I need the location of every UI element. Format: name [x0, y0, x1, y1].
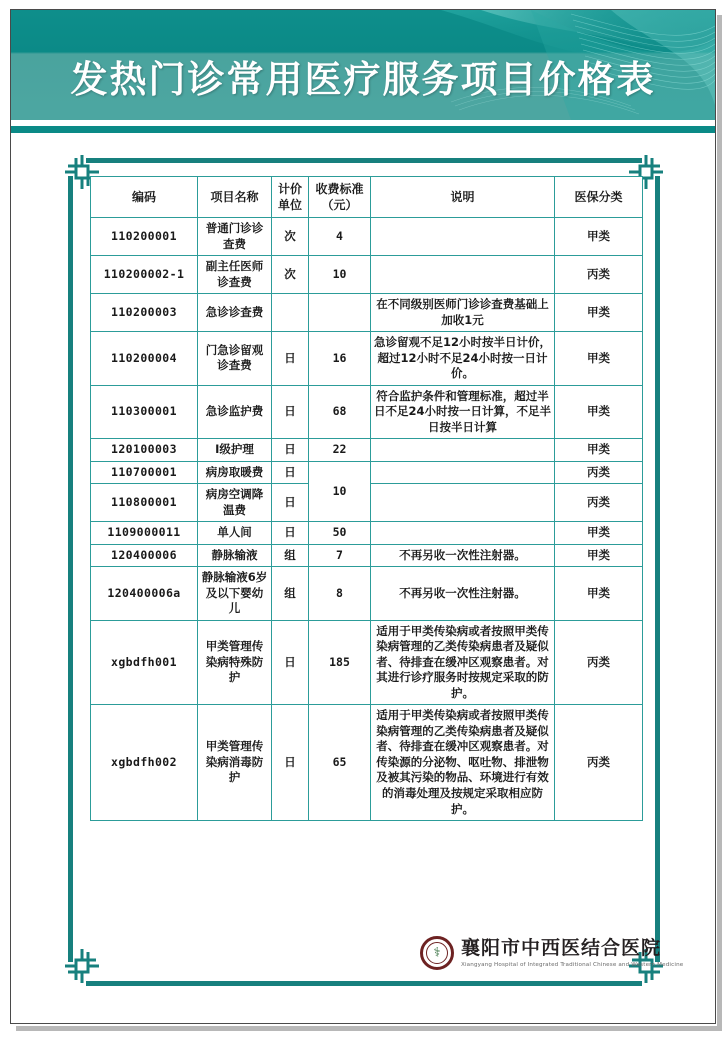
- cell-insurance: 甲类: [555, 544, 643, 567]
- cell-unit: 日: [272, 385, 309, 439]
- cell-fee: 22: [309, 439, 371, 462]
- cell-fee: 10: [309, 256, 371, 294]
- cell-name: 静脉输液6岁及以下婴幼儿: [198, 567, 272, 621]
- table-header-row: [91, 177, 643, 218]
- frame-line-bottom: [86, 981, 642, 986]
- cell-name: 门急诊留观诊查费: [198, 332, 272, 386]
- cell-fee: 16: [309, 332, 371, 386]
- cell-unit: 日: [272, 461, 309, 484]
- cell-insurance: 甲类: [555, 567, 643, 621]
- cell-desc: [371, 484, 555, 522]
- table-row: [91, 544, 643, 567]
- cell-code: xgbdfh002: [91, 705, 198, 821]
- cell-code: 110200003: [91, 294, 198, 332]
- col-header-desc: 说明: [371, 177, 555, 218]
- frame-line-top: [86, 158, 642, 163]
- cell-code: 110200001: [91, 218, 198, 256]
- cell-code: 110300001: [91, 385, 198, 439]
- cell-insurance: 甲类: [555, 385, 643, 439]
- cell-desc: [371, 256, 555, 294]
- cell-name: 甲类管理传染病特殊防护: [198, 620, 272, 705]
- cell-code: xgbdfh001: [91, 620, 198, 705]
- cell-desc: [371, 218, 555, 256]
- cell-unit: 次: [272, 218, 309, 256]
- cell-insurance: 丙类: [555, 256, 643, 294]
- cell-name: Ⅰ级护理: [198, 439, 272, 462]
- hospital-logo-block: [420, 936, 683, 970]
- cell-desc: 不再另收一次性注射器。: [371, 567, 555, 621]
- cell-desc: 符合监护条件和管理标准，超过半日不足24小时按一日计算，不足半日按半日计算: [371, 385, 555, 439]
- cell-code: 120400006a: [91, 567, 198, 621]
- hospital-name-cn: 襄阳市中西医结合医院: [461, 937, 662, 960]
- frame-line-right: [655, 176, 660, 962]
- cell-name: 普通门诊诊查费: [198, 218, 272, 256]
- table-row: [91, 218, 643, 256]
- cell-insurance: 甲类: [555, 218, 643, 256]
- cell-code: 110200002-1: [91, 256, 198, 294]
- table-row: [91, 620, 643, 705]
- cell-fee: 50: [309, 522, 371, 545]
- cell-fee: 185: [309, 620, 371, 705]
- cell-desc: [371, 522, 555, 545]
- price-table: [90, 176, 643, 821]
- table-row: [91, 439, 643, 462]
- cell-unit: 日: [272, 620, 309, 705]
- col-header-unit: 计价单位: [272, 177, 309, 218]
- cell-name: 病房空调降温费: [198, 484, 272, 522]
- hospital-emblem-icon: ⚕: [420, 936, 454, 970]
- cell-name: 甲类管理传染病消毒防护: [198, 705, 272, 821]
- cell-desc: 适用于甲类传染病或者按照甲类传染病管理的乙类传染病患者及疑似者、待排查在缓冲区观察患者。对其进行诊疗服务时按规定采取的防护。: [371, 620, 555, 705]
- corner-knot-icon-bottomleft: [62, 946, 102, 986]
- page-shadow-right: [717, 15, 722, 1027]
- cell-code: 120400006: [91, 544, 198, 567]
- cell-fee: [309, 294, 371, 332]
- cell-unit: 日: [272, 522, 309, 545]
- page-shadow-bottom: [16, 1026, 722, 1031]
- col-header-code: 编码: [91, 177, 198, 218]
- col-header-insurance: 医保分类: [555, 177, 643, 218]
- cell-desc: [371, 439, 555, 462]
- cell-unit: 日: [272, 332, 309, 386]
- frame-line-left: [68, 176, 73, 962]
- cell-unit: 日: [272, 439, 309, 462]
- table-row: [91, 332, 643, 386]
- col-header-name: 项目名称: [198, 177, 272, 218]
- cell-desc: 急诊留观不足12小时按半日计价，超过12小时不足24小时按一日计价。: [371, 332, 555, 386]
- cell-fee: 4: [309, 218, 371, 256]
- cell-desc: 在不同级别医师门诊诊查费基础上加收1元: [371, 294, 555, 332]
- cell-code: 1109000011: [91, 522, 198, 545]
- table-row: [91, 567, 643, 621]
- price-table-container: [90, 176, 642, 821]
- cell-fee: 8: [309, 567, 371, 621]
- table-row: [91, 385, 643, 439]
- cell-name: 副主任医师诊查费: [198, 256, 272, 294]
- cell-unit: 次: [272, 256, 309, 294]
- cell-unit: 日: [272, 705, 309, 821]
- cell-name: 病房取暖费: [198, 461, 272, 484]
- table-row: [91, 522, 643, 545]
- cell-insurance: 丙类: [555, 620, 643, 705]
- banner-underline: [11, 126, 715, 133]
- cell-desc: [371, 461, 555, 484]
- cell-fee: 7: [309, 544, 371, 567]
- cell-name: 急诊监护费: [198, 385, 272, 439]
- poster-title: 发热门诊常用医疗服务项目价格表: [70, 57, 656, 101]
- table-row: [91, 294, 643, 332]
- cell-code: 110700001: [91, 461, 198, 484]
- cell-insurance: 甲类: [555, 332, 643, 386]
- cell-insurance: 丙类: [555, 484, 643, 522]
- cell-unit: [272, 294, 309, 332]
- cell-name: 急诊诊查费: [198, 294, 272, 332]
- cell-name: 单人间: [198, 522, 272, 545]
- cell-code: 110200004: [91, 332, 198, 386]
- cell-fee: 65: [309, 705, 371, 821]
- col-header-fee: 收费标准（元）: [309, 177, 371, 218]
- cell-insurance: 丙类: [555, 705, 643, 821]
- cell-code: 110800001: [91, 484, 198, 522]
- hospital-name-en: Xiangyang Hospital of Integrated Traditional Chinese and Western Medicine: [461, 961, 684, 968]
- cell-insurance: 甲类: [555, 522, 643, 545]
- hospital-name-block: [461, 938, 683, 968]
- cell-desc: 适用于甲类传染病或者按照甲类传染病管理的乙类传染病患者及疑似者、待排查在缓冲区观察患者。对传染源的分泌物、呕吐物、排泄物及被其污染的物品、环境进行有效的消毒处理及按规定采取相应防护。: [371, 705, 555, 821]
- cell-code: 120100003: [91, 439, 198, 462]
- cell-unit: 组: [272, 544, 309, 567]
- cell-insurance: 甲类: [555, 294, 643, 332]
- table-row: [91, 461, 643, 484]
- cell-insurance: 丙类: [555, 461, 643, 484]
- cell-fee-merged: 10: [309, 461, 371, 522]
- cell-name: 静脉输液: [198, 544, 272, 567]
- table-row: [91, 256, 643, 294]
- header-banner: [11, 10, 715, 120]
- cell-unit: 日: [272, 484, 309, 522]
- table-row: [91, 705, 643, 821]
- cell-desc: 不再另收一次性注射器。: [371, 544, 555, 567]
- cell-fee: 68: [309, 385, 371, 439]
- cell-insurance: 甲类: [555, 439, 643, 462]
- cell-unit: 组: [272, 567, 309, 621]
